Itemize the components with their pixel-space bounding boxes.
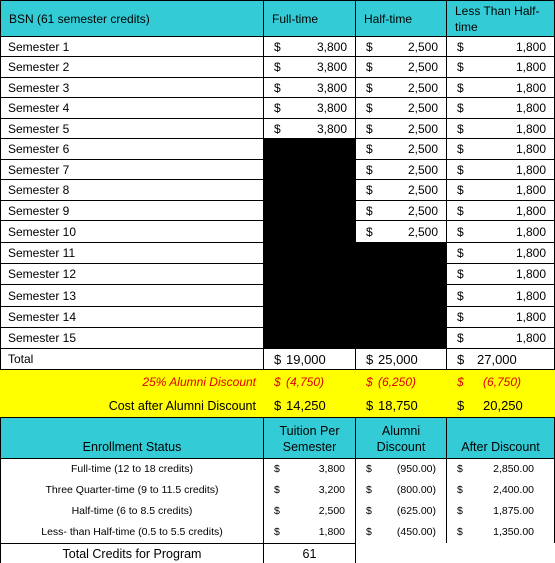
- currency-sign: $: [366, 163, 373, 177]
- semester-row: [0, 37, 555, 57]
- blocked-cell-full-time: [264, 139, 356, 160]
- blocked-cell-half-time: [356, 328, 447, 349]
- semester-less-than-half-value: 1,800: [515, 246, 546, 260]
- semester-label: Semester 12: [0, 264, 264, 285]
- discount-row: [0, 370, 555, 395]
- currency-sign: $: [457, 142, 464, 156]
- enrollment-tuition-value: 2,500: [318, 505, 345, 517]
- enrollment-status: Three Quarter-time (9 to 11.5 credits): [0, 480, 264, 501]
- header-less-line1: Less Than Half-: [455, 4, 540, 18]
- discount-less-than-half: [447, 370, 555, 395]
- enrollment-tuition-value: 1,800: [318, 526, 345, 538]
- semester-row: [0, 119, 555, 139]
- enrollment-status-header: [0, 417, 264, 459]
- enrollment-after-discount-value: 1,875.00: [493, 505, 534, 517]
- currency-sign: $: [457, 246, 464, 260]
- discount-full-time-value: (4,750): [286, 375, 325, 389]
- total-half-time: [356, 349, 447, 370]
- semester-less-than-half-cell: [447, 119, 555, 139]
- semester-half-time-cell: [356, 160, 447, 180]
- semester-half-time-value: 2,500: [407, 225, 438, 239]
- currency-sign: $: [457, 398, 465, 413]
- currency-sign: $: [366, 40, 373, 54]
- enrollment-after-discount-cell: [447, 522, 555, 543]
- total-less-than-half: [447, 349, 555, 370]
- semester-row: [0, 243, 555, 264]
- semester-half-time-value: 2,500: [407, 40, 438, 54]
- semester-label: Semester 5: [0, 119, 264, 139]
- blocked-cell-full-time: [264, 328, 356, 349]
- currency-sign: $: [457, 352, 465, 367]
- semester-label: Semester 10: [0, 221, 264, 243]
- discount-full-time: [264, 370, 356, 395]
- enrollment-tuition-cell: [264, 459, 356, 480]
- after-discount-header: [447, 417, 555, 459]
- currency-sign: $: [457, 463, 463, 475]
- currency-sign: $: [366, 101, 373, 115]
- alumni-header: [356, 417, 447, 459]
- semester-less-than-half-cell: [447, 78, 555, 98]
- header-program-label: BSN (61 semester credits): [9, 12, 150, 26]
- semester-label: Semester 9: [0, 201, 264, 221]
- currency-sign: $: [457, 289, 464, 303]
- header-half-time: [356, 0, 447, 37]
- currency-sign: $: [457, 101, 464, 115]
- enrollment-alumni-discount-cell: [356, 522, 447, 543]
- enrollment-row: [0, 459, 555, 480]
- currency-sign: $: [274, 463, 280, 475]
- semester-less-than-half-cell: [447, 57, 555, 78]
- currency-sign: $: [274, 81, 281, 95]
- semester-less-than-half-cell: [447, 180, 555, 201]
- semester-label: Semester 13: [0, 285, 264, 307]
- discount-half-time-value: (6,250): [378, 375, 417, 389]
- currency-sign: $: [366, 505, 372, 517]
- header-less-than-half: [447, 0, 555, 37]
- blocked-cell-full-time: [264, 221, 356, 243]
- total-half-time-value: 25,000: [378, 352, 418, 367]
- currency-sign: $: [274, 60, 281, 74]
- enrollment-header-row: [0, 417, 555, 459]
- currency-sign: $: [457, 60, 464, 74]
- after-half-time: [356, 395, 447, 417]
- currency-sign: $: [366, 352, 374, 367]
- currency-sign: $: [366, 398, 374, 413]
- enrollment-tuition-cell: [264, 480, 356, 501]
- semester-row: [0, 285, 555, 307]
- semester-row: [0, 221, 555, 243]
- enrollment-alumni-discount-cell: [356, 459, 447, 480]
- semester-row: [0, 307, 555, 328]
- semester-half-time-cell: [356, 57, 447, 78]
- semester-half-time-cell: [356, 139, 447, 160]
- semester-label: Semester 1: [0, 37, 264, 57]
- semester-less-than-half-value: 1,800: [515, 183, 546, 197]
- after-full-time-value: 14,250: [286, 398, 326, 413]
- semester-less-than-half-cell: [447, 328, 555, 349]
- currency-sign: $: [457, 122, 464, 136]
- credits-label: Total Credits for Program: [0, 543, 264, 563]
- credits-row: [0, 543, 555, 563]
- currency-sign: $: [457, 526, 463, 538]
- blocked-cell-full-time: [264, 264, 356, 285]
- semester-less-than-half-cell: [447, 285, 555, 307]
- semester-label: Semester 4: [0, 98, 264, 119]
- blocked-cell-half-time: [356, 285, 447, 307]
- semester-label: Semester 7: [0, 160, 264, 180]
- enrollment-after-discount-cell: [447, 459, 555, 480]
- semester-label: Semester 11: [0, 243, 264, 264]
- semester-less-than-half-value: 1,800: [515, 225, 546, 239]
- currency-sign: $: [366, 142, 373, 156]
- currency-sign: $: [457, 267, 464, 281]
- semester-label: Semester 8: [0, 180, 264, 201]
- semester-half-time-cell: [356, 119, 447, 139]
- header-less-line2: time: [455, 20, 478, 34]
- blocked-cell-full-time: [264, 243, 356, 264]
- header-program: [0, 0, 264, 37]
- total-less-value: 27,000: [477, 352, 517, 367]
- tuition-header: [264, 417, 356, 459]
- semester-label: Semester 2: [0, 57, 264, 78]
- semester-less-than-half-value: 1,800: [515, 60, 546, 74]
- semester-less-than-half-value: 1,800: [515, 310, 546, 324]
- semester-less-than-half-value: 1,800: [515, 81, 546, 95]
- semester-full-time-value: 3,800: [316, 60, 347, 74]
- after-less-than-half: [447, 395, 555, 417]
- currency-sign: $: [274, 122, 281, 136]
- header-full-time: [264, 0, 356, 37]
- enrollment-row: [0, 522, 555, 543]
- semester-row: [0, 139, 555, 160]
- semester-less-than-half-value: 1,800: [515, 142, 546, 156]
- credits-value: 61: [264, 543, 356, 563]
- currency-sign: $: [366, 375, 373, 389]
- tuition-header-line1: Tuition Per: [279, 424, 340, 438]
- enrollment-tuition-cell: [264, 522, 356, 543]
- discount-half-time: [356, 370, 447, 395]
- semester-label: Semester 3: [0, 78, 264, 98]
- semester-less-than-half-value: 1,800: [515, 122, 546, 136]
- currency-sign: $: [366, 204, 373, 218]
- semester-half-time-value: 2,500: [407, 142, 438, 156]
- currency-sign: $: [274, 484, 280, 496]
- semester-full-time-cell: [264, 78, 356, 98]
- semester-label: Semester 14: [0, 307, 264, 328]
- discount-less-value: (6,750): [483, 375, 522, 389]
- semester-full-time-cell: [264, 57, 356, 78]
- currency-sign: $: [274, 526, 280, 538]
- semester-half-time-value: 2,500: [407, 81, 438, 95]
- semester-row: [0, 98, 555, 119]
- semester-full-time-value: 3,800: [316, 81, 347, 95]
- enrollment-row: [0, 501, 555, 522]
- after-discount-row: [0, 395, 555, 417]
- semester-row: [0, 160, 555, 180]
- header-full-time-label: Full-time: [272, 12, 319, 26]
- semester-half-time-value: 2,500: [407, 60, 438, 74]
- blocked-cell-full-time: [264, 307, 356, 328]
- currency-sign: $: [457, 310, 464, 324]
- semester-full-time-value: 3,800: [316, 122, 347, 136]
- currency-sign: $: [274, 101, 281, 115]
- enrollment-alumni-discount-value: (625.00): [396, 505, 436, 517]
- currency-sign: $: [274, 505, 280, 517]
- enrollment-after-discount-cell: [447, 480, 555, 501]
- currency-sign: $: [457, 81, 464, 95]
- currency-sign: $: [457, 204, 464, 218]
- semester-less-than-half-value: 1,800: [515, 267, 546, 281]
- enrollment-status: Less- than Half-time (0.5 to 5.5 credits): [0, 522, 264, 543]
- enrollment-tuition-value: 3,800: [318, 463, 345, 475]
- semester-less-than-half-cell: [447, 243, 555, 264]
- blocked-cell-full-time: [264, 201, 356, 221]
- currency-sign: $: [457, 375, 464, 389]
- currency-sign: $: [366, 463, 372, 475]
- semester-half-time-cell: [356, 221, 447, 243]
- enrollment-tuition-cell: [264, 501, 356, 522]
- discount-label: 25% Alumni Discount: [142, 375, 256, 389]
- enrollment-after-discount-value: 2,850.00: [493, 463, 534, 475]
- currency-sign: $: [457, 505, 463, 517]
- total-full-time-value: 19,000: [286, 352, 326, 367]
- semester-row: [0, 201, 555, 221]
- alumni-header-line1: Alumni: [381, 424, 421, 438]
- enrollment-after-discount-value: 1,350.00: [493, 526, 534, 538]
- tuition-header-line2: Semester: [282, 440, 337, 454]
- currency-sign: $: [366, 484, 372, 496]
- total-row: [0, 349, 555, 370]
- enrollment-alumni-discount-value: (450.00): [396, 526, 436, 538]
- after-full-time: [264, 395, 356, 417]
- semester-full-time-cell: [264, 98, 356, 119]
- semester-less-than-half-cell: [447, 160, 555, 180]
- currency-sign: $: [274, 375, 281, 389]
- currency-sign: $: [457, 183, 464, 197]
- currency-sign: $: [366, 225, 373, 239]
- semester-less-than-half-cell: [447, 139, 555, 160]
- semester-half-time-value: 2,500: [407, 122, 438, 136]
- semester-less-than-half-value: 1,800: [515, 204, 546, 218]
- semester-less-than-half-cell: [447, 201, 555, 221]
- alumni-header-line2: Discount: [376, 440, 426, 454]
- currency-sign: $: [457, 331, 464, 345]
- after-label: Cost after Alumni Discount: [108, 399, 256, 413]
- semester-half-time-value: 2,500: [407, 163, 438, 177]
- currency-sign: $: [457, 163, 464, 177]
- currency-sign: $: [457, 40, 464, 54]
- currency-sign: $: [366, 183, 373, 197]
- semester-half-time-cell: [356, 37, 447, 57]
- semester-half-time-cell: [356, 180, 447, 201]
- after-half-time-value: 18,750: [378, 398, 418, 413]
- enrollment-alumni-discount-cell: [356, 480, 447, 501]
- enrollment-alumni-discount-value: (950.00): [396, 463, 436, 475]
- semester-less-than-half-cell: [447, 98, 555, 119]
- semester-half-time-value: 2,500: [407, 204, 438, 218]
- header-row: [0, 0, 555, 37]
- semester-less-than-half-value: 1,800: [515, 289, 546, 303]
- blocked-cell-full-time: [264, 180, 356, 201]
- currency-sign: $: [274, 398, 282, 413]
- currency-sign: $: [274, 352, 282, 367]
- blocked-cell-half-time: [356, 264, 447, 285]
- currency-sign: $: [457, 484, 463, 496]
- semester-less-than-half-value: 1,800: [515, 40, 546, 54]
- semester-less-than-half-value: 1,800: [515, 101, 546, 115]
- semester-label: Semester 6: [0, 139, 264, 160]
- blocked-cell-half-time: [356, 243, 447, 264]
- semester-row: [0, 328, 555, 349]
- semester-row: [0, 57, 555, 78]
- semester-full-time-cell: [264, 119, 356, 139]
- semester-row: [0, 78, 555, 98]
- currency-sign: $: [366, 60, 373, 74]
- enrollment-status: Half-time (6 to 8.5 credits): [0, 501, 264, 522]
- currency-sign: $: [366, 526, 372, 538]
- semester-half-time-value: 2,500: [407, 101, 438, 115]
- semester-less-than-half-value: 1,800: [515, 331, 546, 345]
- semester-full-time-value: 3,800: [316, 101, 347, 115]
- blocked-cell-half-time: [356, 307, 447, 328]
- blocked-cell-full-time: [264, 285, 356, 307]
- currency-sign: $: [366, 81, 373, 95]
- semester-row: [0, 180, 555, 201]
- semester-less-than-half-cell: [447, 221, 555, 243]
- semester-full-time-cell: [264, 37, 356, 57]
- semester-half-time-value: 2,500: [407, 183, 438, 197]
- total-full-time: [264, 349, 356, 370]
- semester-full-time-value: 3,800: [316, 40, 347, 54]
- enrollment-tuition-value: 3,200: [318, 484, 345, 496]
- currency-sign: $: [274, 40, 281, 54]
- currency-sign: $: [457, 225, 464, 239]
- semester-label: Semester 15: [0, 328, 264, 349]
- blocked-cell-full-time: [264, 160, 356, 180]
- semester-less-than-half-cell: [447, 264, 555, 285]
- enrollment-status: Full-time (12 to 18 credits): [0, 459, 264, 480]
- total-label: Total: [0, 349, 264, 370]
- currency-sign: $: [366, 122, 373, 136]
- enrollment-alumni-discount-value: (800.00): [396, 484, 436, 496]
- enrollment-status-label: Enrollment Status: [82, 440, 182, 454]
- semester-less-than-half-cell: [447, 37, 555, 57]
- after-discount-header-label: After Discount: [461, 440, 540, 454]
- semester-row: [0, 264, 555, 285]
- semester-half-time-cell: [356, 98, 447, 119]
- enrollment-row: [0, 480, 555, 501]
- header-half-time-label: Half-time: [364, 12, 413, 26]
- enrollment-alumni-discount-cell: [356, 501, 447, 522]
- after-less-value: 20,250: [483, 398, 523, 413]
- enrollment-after-discount-cell: [447, 501, 555, 522]
- semester-less-than-half-value: 1,800: [515, 163, 546, 177]
- enrollment-after-discount-value: 2,400.00: [493, 484, 534, 496]
- semester-less-than-half-cell: [447, 307, 555, 328]
- semester-half-time-cell: [356, 201, 447, 221]
- semester-half-time-cell: [356, 78, 447, 98]
